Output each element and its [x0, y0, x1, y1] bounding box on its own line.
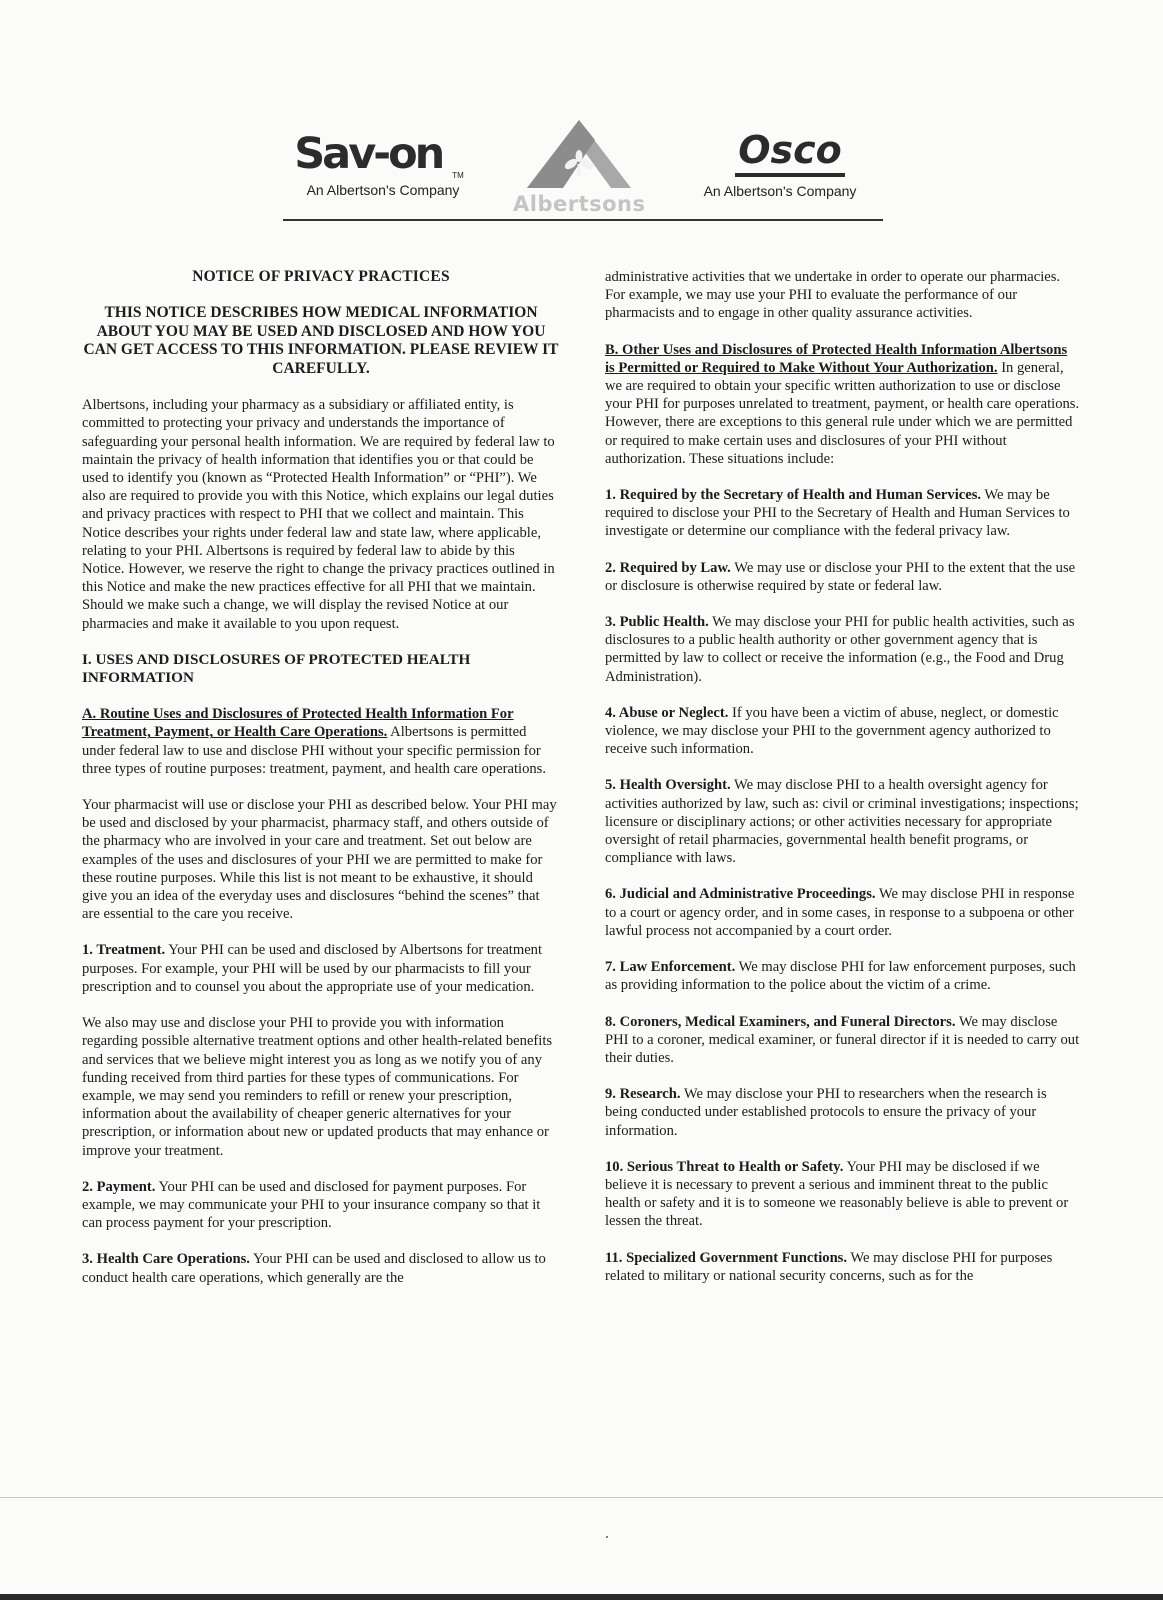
list-item-heading: 2. Required by Law.	[605, 559, 731, 576]
list-item-body: We may use or disclose your PHI to the extent that the use or disclosure is otherwise required by state or federal law.	[605, 559, 1076, 594]
operations-continued-paragraph: administrative activities that we undertake in order to operate our pharmacies. For example, we may use your PHI to evaluate the performance of our pharmacists and to engage in other quality assurance activities.	[605, 269, 1061, 322]
left-column	[82, 268, 560, 1305]
list-item-body: We may disclose PHI for purposes related to military or national security concerns, such as for the	[605, 1249, 1053, 1284]
list-item-heading: 5. Health Oversight.	[605, 777, 731, 794]
scan-fold-line	[0, 1497, 1163, 1498]
list-item-body: We may disclose PHI for law enforcement purposes, such as providing information to the police about the victim of a crime.	[605, 959, 1076, 994]
treatment-body: Your PHI can be used and disclosed by Albertsons for treatment purposes. For example, your PHI will be used by our pharmacists to fill your prescription and to counsel you about the appropriate use of your medication.	[82, 942, 543, 995]
header-divider	[283, 219, 883, 221]
trademark-mark: TM	[452, 171, 464, 180]
list-item-body: We may disclose PHI in response to a court or agency order, and in some cases, in response to a subpoena or other lawful process not accompanied by a court order.	[605, 886, 1075, 939]
list-item	[605, 885, 1080, 940]
albertsons-logo	[513, 118, 645, 216]
section-b-body: In general, we are required to obtain your specific written authorization to use or disclose your PHI for purposes unrelated to treatment, payment, or health care operations. However, there are exceptions to this general rule under which we are permitted or required to make certain uses and disclosures of your PHI without authorization. These situations include:	[605, 359, 1080, 467]
notice-heading: THIS NOTICE DESCRIBES HOW MEDICAL INFORMATION ABOUT YOU MAY BE USED AND DISCLOSED AND HOW YOU CAN GET ACCESS TO THIS INFORMATION. PLEASE REVIEW IT CAREFULLY.	[83, 304, 559, 377]
list-item-heading: 9. Research.	[605, 1086, 681, 1103]
scan-speck	[606, 1536, 608, 1538]
intro-paragraph: Albertsons, including your pharmacy as a subsidiary or affiliated entity, is committed to protecting your privacy and understands the importance of safeguarding your personal health information. We are required by federal law to maintain the privacy of health information that identifies you or that could be used to identify you (known as “Protected Health Information” or “PHI”). We also are required to provide you with this Notice, which explains our legal duties and privacy practices with respect to PHI that we collect and maintain. This Notice describes your rights under federal law and state law, where applicable, relating to your PHI. Albertsons is required by federal law to abide by this Notice. However, we reserve the right to change the privacy practices outlined in this Notice and make the new practices effective for all PHI that we maintain. Should we make such a change, we will display the revised Notice at our pharmacies and make it available to you upon request.	[82, 397, 555, 632]
section-a-body: Albertsons is permitted under federal law to use and disclose PHI without your specific permission for three types of routine purposes: treatment, payment, and health care operations.	[82, 724, 546, 777]
section-b-paragraph	[605, 341, 1080, 468]
list-item-heading: 4. Abuse or Neglect.	[605, 704, 729, 721]
list-item-body: We may disclose your PHI to researchers when the research is being conducted under established protocols to ensure the privacy of your information.	[605, 1086, 1047, 1139]
list-item-body: We may be required to disclose your PHI to the Secretary of Health and Human Services to investigate or determine our compliance with the federal privacy law.	[605, 487, 1070, 540]
treatment-paragraph	[82, 941, 560, 996]
list-item	[605, 1158, 1080, 1231]
section-a-heading: A. Routine Uses and Disclosures of Protected Health Information For Treatment, Payment, or Health Care Operations.	[82, 706, 514, 741]
operations-heading: 3. Health Care Operations.	[82, 1251, 250, 1268]
osco-underline-bar	[735, 173, 845, 177]
document-title: NOTICE OF PRIVACY PRACTICES	[192, 268, 450, 285]
list-item	[605, 704, 1080, 759]
payment-heading: 2. Payment.	[82, 1178, 156, 1195]
list-item	[605, 1085, 1080, 1140]
list-item-heading: 10. Serious Threat to Health or Safety.	[605, 1158, 844, 1175]
section-a-paragraph	[82, 705, 560, 778]
list-item-heading: 3. Public Health.	[605, 614, 709, 631]
operations-paragraph	[82, 1250, 560, 1286]
list-item-body: We may disclose your PHI for public health activities, such as disclosures to a public health authority or other government agency that is permitted by law to collect or receive the information (e.g., the Food and Drug Administration).	[605, 614, 1075, 685]
albertsons-wordmark: Albertsons	[513, 192, 646, 216]
list-item	[605, 958, 1080, 994]
list-item-heading: 7. Law Enforcement.	[605, 959, 736, 976]
treatment-heading: 1. Treatment.	[82, 942, 166, 959]
list-item	[605, 1013, 1080, 1068]
section-b-heading: B. Other Uses and Disclosures of Protected Health Information Albertsons is Permitted or Required to Make Without Your Authorization.	[605, 341, 1068, 376]
payment-body: Your PHI can be used and disclosed for payment purposes. For example, we may communicate your PHI to your insurance company so that it can process payment for your prescription.	[82, 1178, 541, 1232]
list-item-heading: 1. Required by the Secretary of Health and Human Services.	[605, 487, 982, 504]
list-item	[605, 559, 1080, 595]
list-item	[605, 1249, 1080, 1285]
list-item-body: Your PHI may be disclosed if we believe it is necessary to prevent a serious and imminent threat to the public health or safety and it is to someone we reasonably believe is able to prevent or lessen the threat.	[605, 1158, 1069, 1230]
list-item	[605, 776, 1080, 867]
list-item-body: We may disclose PHI to a health oversight agency for activities authorized by law, such as: civil or criminal investigations; inspections; licensure or disciplinary actions; or other activities necessary for appropriate oversight of retail pharmacies, governmental health benefit programs, or compliance with laws.	[605, 777, 1079, 867]
albertsons-a-icon	[513, 118, 645, 190]
osco-wordmark: Osco	[738, 128, 842, 172]
savon-logo	[283, 128, 483, 198]
list-item-body: We may disclose PHI to a coroner, medical examiner, or funeral director if it is needed to carry out their duties.	[605, 1013, 1080, 1066]
scanner-bottom-edge	[0, 1594, 1163, 1600]
osco-logo	[680, 128, 880, 199]
list-item-heading: 8. Coroners, Medical Examiners, and Funeral Directors.	[605, 1013, 956, 1030]
osco-tagline: An Albertson's Company	[703, 183, 857, 199]
list-item-heading: 11. Specialized Government Functions.	[605, 1249, 848, 1266]
pharmacist-paragraph: Your pharmacist will use or disclose your PHI as described below. Your PHI may be used and disclosed by your pharmacist, pharmacy staff, and others outside of the pharmacy who are involved in your care and treatment. Set out below are examples of the uses and disclosures of your PHI we are permitted to make for these routine purposes. While this list is not meant to be exhaustive, it should give you an idea of the everyday uses and disclosures “behind the scenes” that are essential to the care you receive.	[82, 797, 557, 923]
right-column	[605, 268, 1080, 1303]
operations-body: Your PHI can be used and disclosed to allow us to conduct health care operations, which generally are the	[82, 1251, 546, 1286]
payment-paragraph	[82, 1178, 560, 1233]
alternatives-paragraph: We also may use and disclose your PHI to provide you with information regarding possible alternative treatment options and other health-related benefits and services that we believe might interest you as long as we notify you of any funding received from third parties for these types of communications. For example, we may send you reminders to refill or renew your prescription, information about the availability of cheaper generic alternatives for your prescription, or information about new or updated products that may enhance or improve your treatment.	[82, 1015, 553, 1159]
list-item	[605, 486, 1080, 541]
list-item	[605, 613, 1080, 686]
savon-tagline: An Albertson's Company	[306, 182, 460, 198]
list-item-heading: 6. Judicial and Administrative Proceedings.	[605, 886, 876, 903]
list-item-body: If you have been a victim of abuse, neglect, or domestic violence, we may disclose your PHI to the government agency authorized to receive such information.	[605, 704, 1059, 758]
section-1-heading: I. USES AND DISCLOSURES OF PROTECTED HEALTH INFORMATION	[82, 650, 471, 687]
savon-wordmark: Sav-on	[294, 129, 443, 179]
